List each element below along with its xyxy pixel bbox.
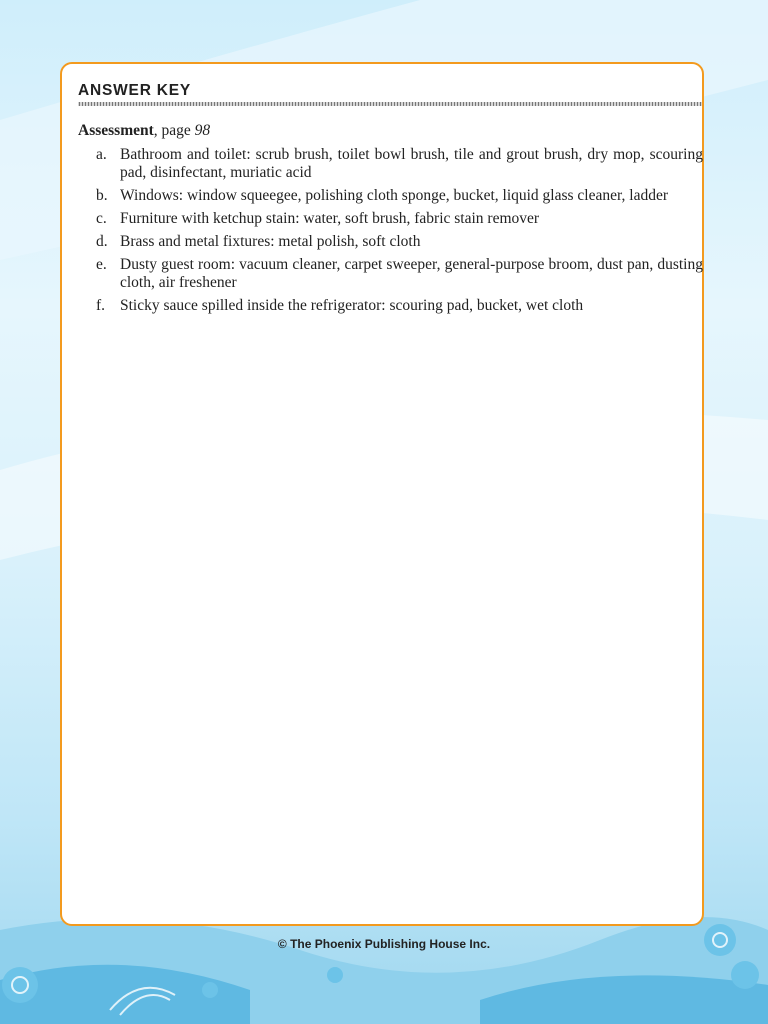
item-letter: b.: [96, 187, 108, 204]
section-page-number: 98: [194, 122, 211, 139]
list-item: [96, 187, 703, 205]
item-letter: c.: [96, 210, 107, 227]
item-letter: d.: [96, 233, 108, 250]
item-text: Furniture with ketchup stain: water, soft brush, fabric stain remover: [120, 210, 540, 227]
list-item: [96, 256, 703, 292]
list-item: [96, 146, 703, 182]
section-header: [78, 122, 210, 140]
item-text: Sticky sauce spilled inside the refrigerator: scouring pad, bucket, wet cloth: [120, 297, 584, 314]
list-item: [96, 210, 703, 228]
list-item: [96, 233, 703, 251]
item-text: Brass and metal fixtures: metal polish, soft cloth: [120, 233, 421, 250]
answer-list: [96, 146, 703, 320]
list-item: [96, 297, 703, 315]
answer-key-card: [60, 62, 704, 926]
item-letter: a.: [96, 146, 107, 163]
section-separator: , page: [153, 122, 195, 139]
copyright-footer: © The Phoenix Publishing House Inc.: [277, 937, 491, 951]
dotted-divider: [78, 102, 702, 106]
item-letter: f.: [96, 297, 106, 314]
item-text: Windows: window squeegee, polishing cloth sponge, bucket, liquid glass cleaner, ladder: [120, 187, 669, 204]
page-title: ANSWER KEY: [78, 82, 192, 99]
section-title: Assessment: [78, 122, 154, 139]
item-text: Dusty guest room: vacuum cleaner, carpet sweeper, general-purpose broom, dust pan, dusting cloth, air freshener: [120, 256, 703, 291]
item-letter: e.: [96, 256, 107, 273]
item-text: Bathroom and toilet: scrub brush, toilet bowl brush, tile and grout brush, dry mop, scouring pad, disinfectant, muriatic acid: [120, 146, 703, 181]
